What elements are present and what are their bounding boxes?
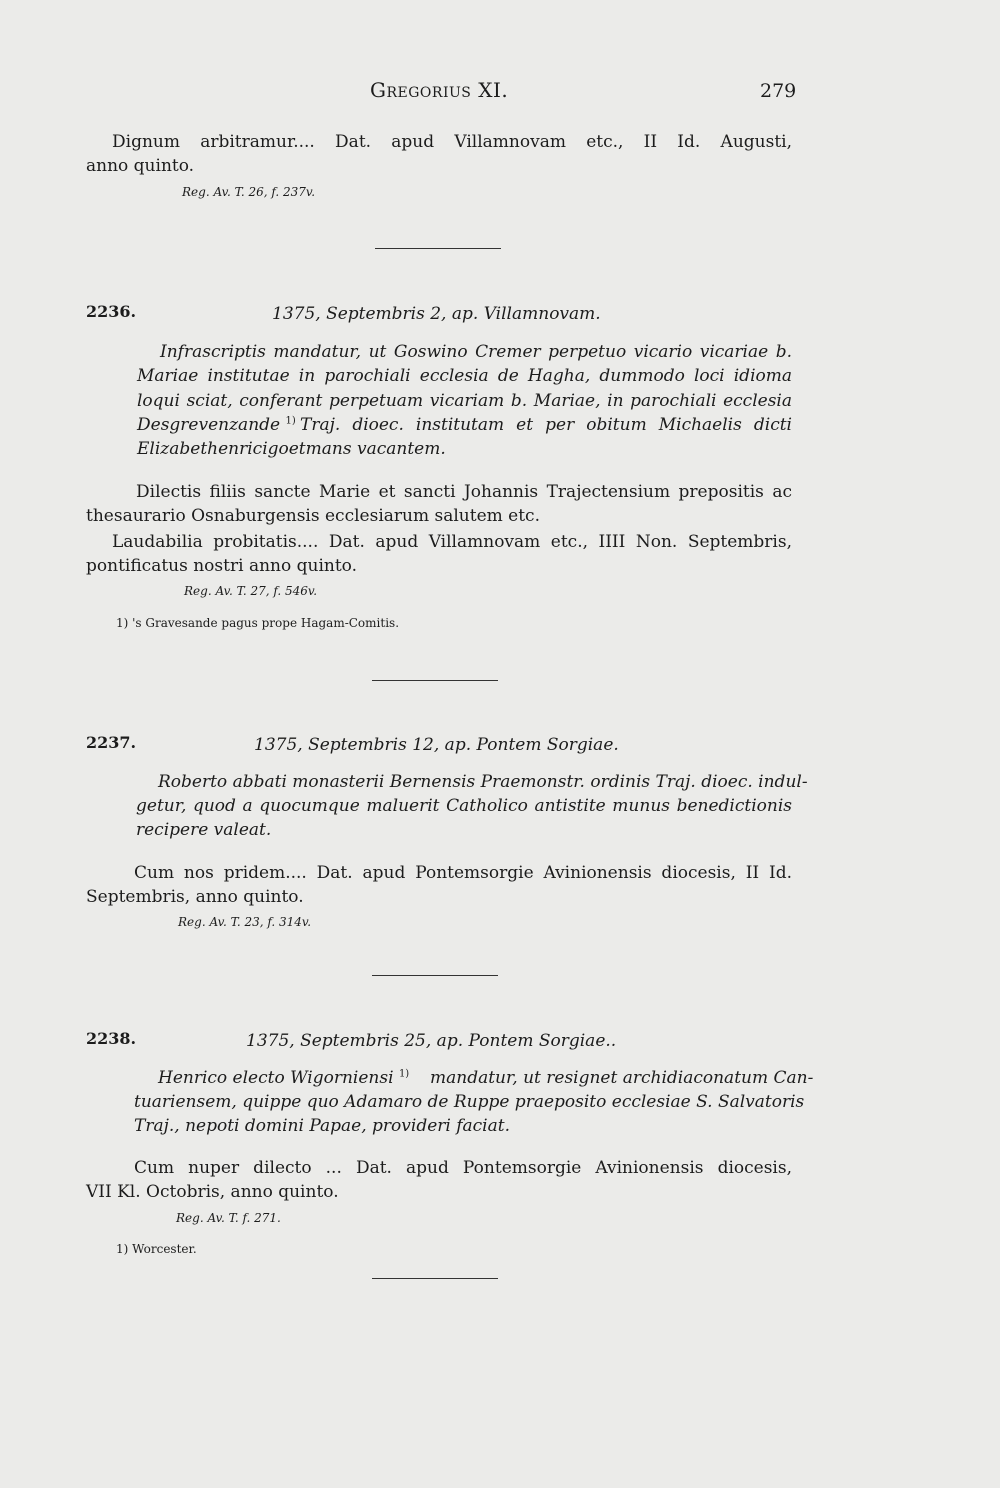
entry-summary-line — [137, 413, 296, 437]
register-reference: Reg. Av. T. 27, f. 546v. — [184, 584, 318, 598]
entry-address-line: Dilectis filiis sancte Marie et sancti Johannis Trajectensium prepositis ac — [136, 482, 792, 502]
intro-text-line: anno quinto. — [86, 156, 195, 176]
running-head-title: Gregorius XI. — [370, 78, 509, 102]
addressee-name: Henrico electo Wigorniensi — [158, 1068, 394, 1088]
entry-summary-line: Elizabethenricigoetmans vacantem. — [137, 439, 446, 459]
footnote: 1) Worcester. — [116, 1242, 197, 1256]
entry-summary-line — [158, 1066, 409, 1090]
register-reference: Reg. Av. T. 26, f. 237v. — [182, 185, 316, 199]
entry-date: 1375, Septembris 2, ap. Villamnovam. — [272, 304, 601, 324]
entry-date: 1375, Septembris 12, ap. Pontem Sorgiae. — [254, 735, 619, 755]
section-divider — [372, 975, 498, 976]
footnote: 1) 's Gravesande pagus prope Hagam-Comitis. — [116, 616, 400, 630]
entry-summary-line: mandatur, ut resignet archidiaconatum Can- — [430, 1068, 814, 1088]
intro-text-line: Dignum arbitramur.... Dat. apud Villamnovam etc., II Id. Augusti, — [112, 132, 792, 152]
entry-summary-line: Traj. dioec. institutam et per obitum Michaelis dicti — [300, 415, 792, 435]
entry-date: 1375, Septembris 25, ap. Pontem Sorgiae.. — [246, 1031, 617, 1051]
register-reference: Reg. Av. T. 23, f. 314v. — [178, 915, 312, 929]
place-name: Desgrevenzande — [137, 415, 281, 435]
entry-text-line: pontificatus nostri anno quinto. — [86, 556, 358, 576]
entry-summary-line: Traj., nepoti domini Papae, provideri faciat. — [134, 1116, 510, 1136]
entry-number: 2237. — [86, 733, 137, 752]
footnote-marker: 1) — [398, 1068, 410, 1080]
entry-text-line: VII Kl. Octobris, anno quinto. — [86, 1182, 339, 1202]
entry-number: 2236. — [86, 302, 137, 321]
entry-text-line: Cum nuper dilecto ... Dat. apud Pontemsorgie Avinionensis diocesis, — [134, 1158, 792, 1178]
entry-summary-line: Mariae institutae in parochiali ecclesia de Hagha, dummodo loci idioma — [137, 366, 792, 386]
entry-text-line: Laudabilia probitatis.... Dat. apud Villamnovam etc., IIII Non. Septembris, — [112, 532, 792, 552]
entry-summary-line: loqui sciat, conferant perpetuam vicariam b. Mariae, in parochiali ecclesia — [137, 391, 792, 411]
entry-number: 2238. — [86, 1029, 137, 1048]
section-divider — [372, 680, 498, 681]
entry-text-line: Cum nos pridem.... Dat. apud Pontemsorgie Avinionensis diocesis, II Id. — [134, 863, 792, 883]
page-number: 279 — [760, 80, 797, 102]
register-reference: Reg. Av. T. f. 271. — [176, 1211, 281, 1225]
entry-summary-line: Roberto abbati monasterii Bernensis Praemonstr. ordinis Traj. dioec. indul- — [158, 772, 808, 792]
entry-summary-line: tuariensem, quippe quo Adamaro de Ruppe praeposito ecclesiae S. Salvatoris — [134, 1092, 805, 1112]
section-divider — [375, 248, 501, 249]
entry-summary-line: recipere valeat. — [136, 820, 272, 840]
entry-summary-line: Infrascriptis mandatur, ut Goswino Cremer perpetuo vicario vicariae b. — [160, 342, 792, 362]
section-divider — [372, 1278, 498, 1279]
entry-text-line: Septembris, anno quinto. — [86, 887, 304, 907]
footnote-marker: 1) — [285, 415, 296, 427]
entry-address-line: thesaurario Osnaburgensis ecclesiarum salutem etc. — [86, 506, 540, 526]
entry-summary-line: getur, quod a quocumque maluerit Catholico antistite munus benedictionis — [136, 796, 792, 816]
